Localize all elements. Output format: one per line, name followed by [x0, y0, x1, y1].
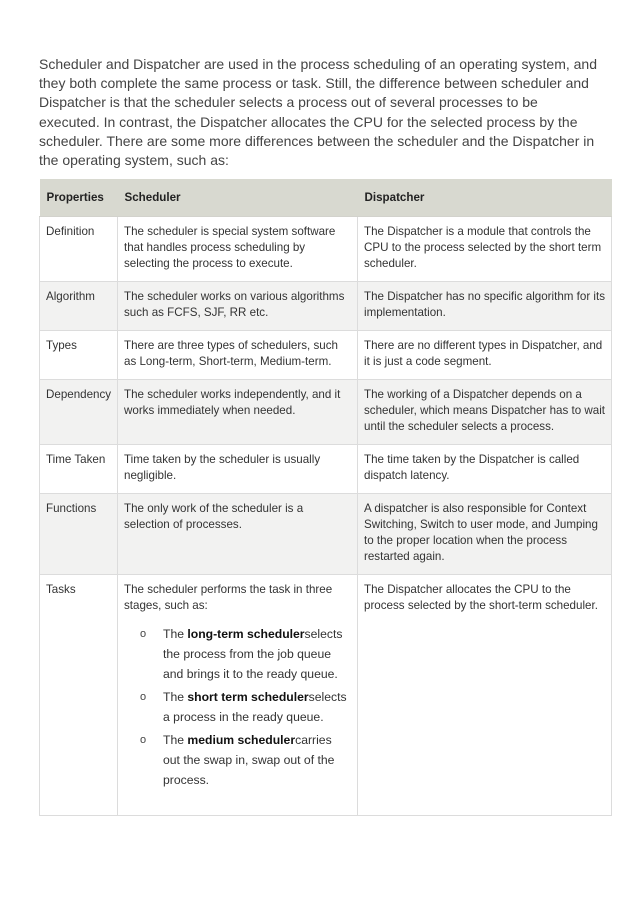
- intro-paragraph: Scheduler and Dispatcher are used in the process scheduling of an operating system, and they both complete the same process or task. Still, the difference between scheduler and Dispatcher is that the scheduler selects a process out of several processes to be executed. In contrast, the Dispatcher allocates the CPU for the selected process by the scheduler. There are some more differences between the scheduler and the Dispatcher in the operating system, such as:: [39, 56, 598, 169]
- list-item: [138, 730, 351, 790]
- scheduler-stages-list: [138, 624, 351, 790]
- stage-prefix: The: [163, 690, 188, 704]
- cell-dispatcher: The Dispatcher has no specific algorithm for its implementation.: [358, 282, 612, 331]
- cell-scheduler: The scheduler works independently, and it works immediately when needed.: [118, 380, 358, 445]
- cell-dispatcher: The time taken by the Dispatcher is called dispatch latency.: [358, 445, 612, 494]
- cell-dispatcher: The working of a Dispatcher depends on a scheduler, which means Dispatcher has to wait until the scheduler selects a process.: [358, 380, 612, 445]
- cell-property: Functions: [40, 494, 118, 575]
- header-scheduler: Scheduler: [118, 179, 358, 217]
- cell-dispatcher: There are no different types in Dispatcher, and it is just a code segment.: [358, 331, 612, 380]
- comparison-table: [39, 179, 612, 816]
- cell-property: Tasks: [40, 575, 118, 816]
- cell-property: Types: [40, 331, 118, 380]
- cell-scheduler: [118, 575, 358, 816]
- stage-prefix: The: [163, 627, 188, 641]
- list-item: [138, 624, 351, 684]
- table-row-types: [40, 331, 612, 380]
- stage-term: short term scheduler: [187, 690, 309, 704]
- header-properties: Properties: [40, 179, 118, 217]
- stage-term: long-term scheduler: [187, 627, 305, 641]
- scheduler-tasks-intro: The scheduler performs the task in three stages, such as:: [124, 583, 333, 612]
- stage-term: medium scheduler: [187, 733, 296, 747]
- cell-dispatcher: A dispatcher is also responsible for Context Switching, Switch to user mode, and Jumping to the proper location when the process restarted again.: [358, 494, 612, 575]
- cell-scheduler: There are three types of schedulers, such as Long-term, Short-term, Medium-term.: [118, 331, 358, 380]
- table-row-dependency: [40, 380, 612, 445]
- cell-scheduler: Time taken by the scheduler is usually negligible.: [118, 445, 358, 494]
- table-row-tasks: [40, 575, 612, 816]
- stage-description: carries out the swap in, swap out of the process.: [163, 733, 335, 787]
- table-header-row: [40, 179, 612, 217]
- cell-scheduler: The only work of the scheduler is a selection of processes.: [118, 494, 358, 575]
- stage-description: selects a process in the ready queue.: [163, 690, 347, 724]
- cell-property: Algorithm: [40, 282, 118, 331]
- circle-bullet-icon: o: [140, 628, 147, 640]
- table-row-algorithm: [40, 282, 612, 331]
- cell-dispatcher: The Dispatcher allocates the CPU to the process selected by the short-term scheduler.: [358, 575, 612, 816]
- circle-bullet-icon: o: [140, 691, 147, 703]
- table-row-definition: [40, 217, 612, 282]
- cell-scheduler: The scheduler is special system software that handles process scheduling by selecting the process to execute.: [118, 217, 358, 282]
- circle-bullet-icon: o: [140, 734, 147, 746]
- cell-property: Definition: [40, 217, 118, 282]
- stage-prefix: The: [163, 733, 188, 747]
- header-dispatcher: Dispatcher: [358, 179, 612, 217]
- stage-description: selects the process from the job queue and brings it to the ready queue.: [163, 627, 343, 681]
- list-item: [138, 687, 351, 727]
- cell-property: Time Taken: [40, 445, 118, 494]
- cell-property: Dependency: [40, 380, 118, 445]
- table-row-functions: [40, 494, 612, 575]
- table-row-time-taken: [40, 445, 612, 494]
- cell-dispatcher: The Dispatcher is a module that controls the CPU to the process selected by the short term scheduler.: [358, 217, 612, 282]
- cell-scheduler: The scheduler works on various algorithms such as FCFS, SJF, RR etc.: [118, 282, 358, 331]
